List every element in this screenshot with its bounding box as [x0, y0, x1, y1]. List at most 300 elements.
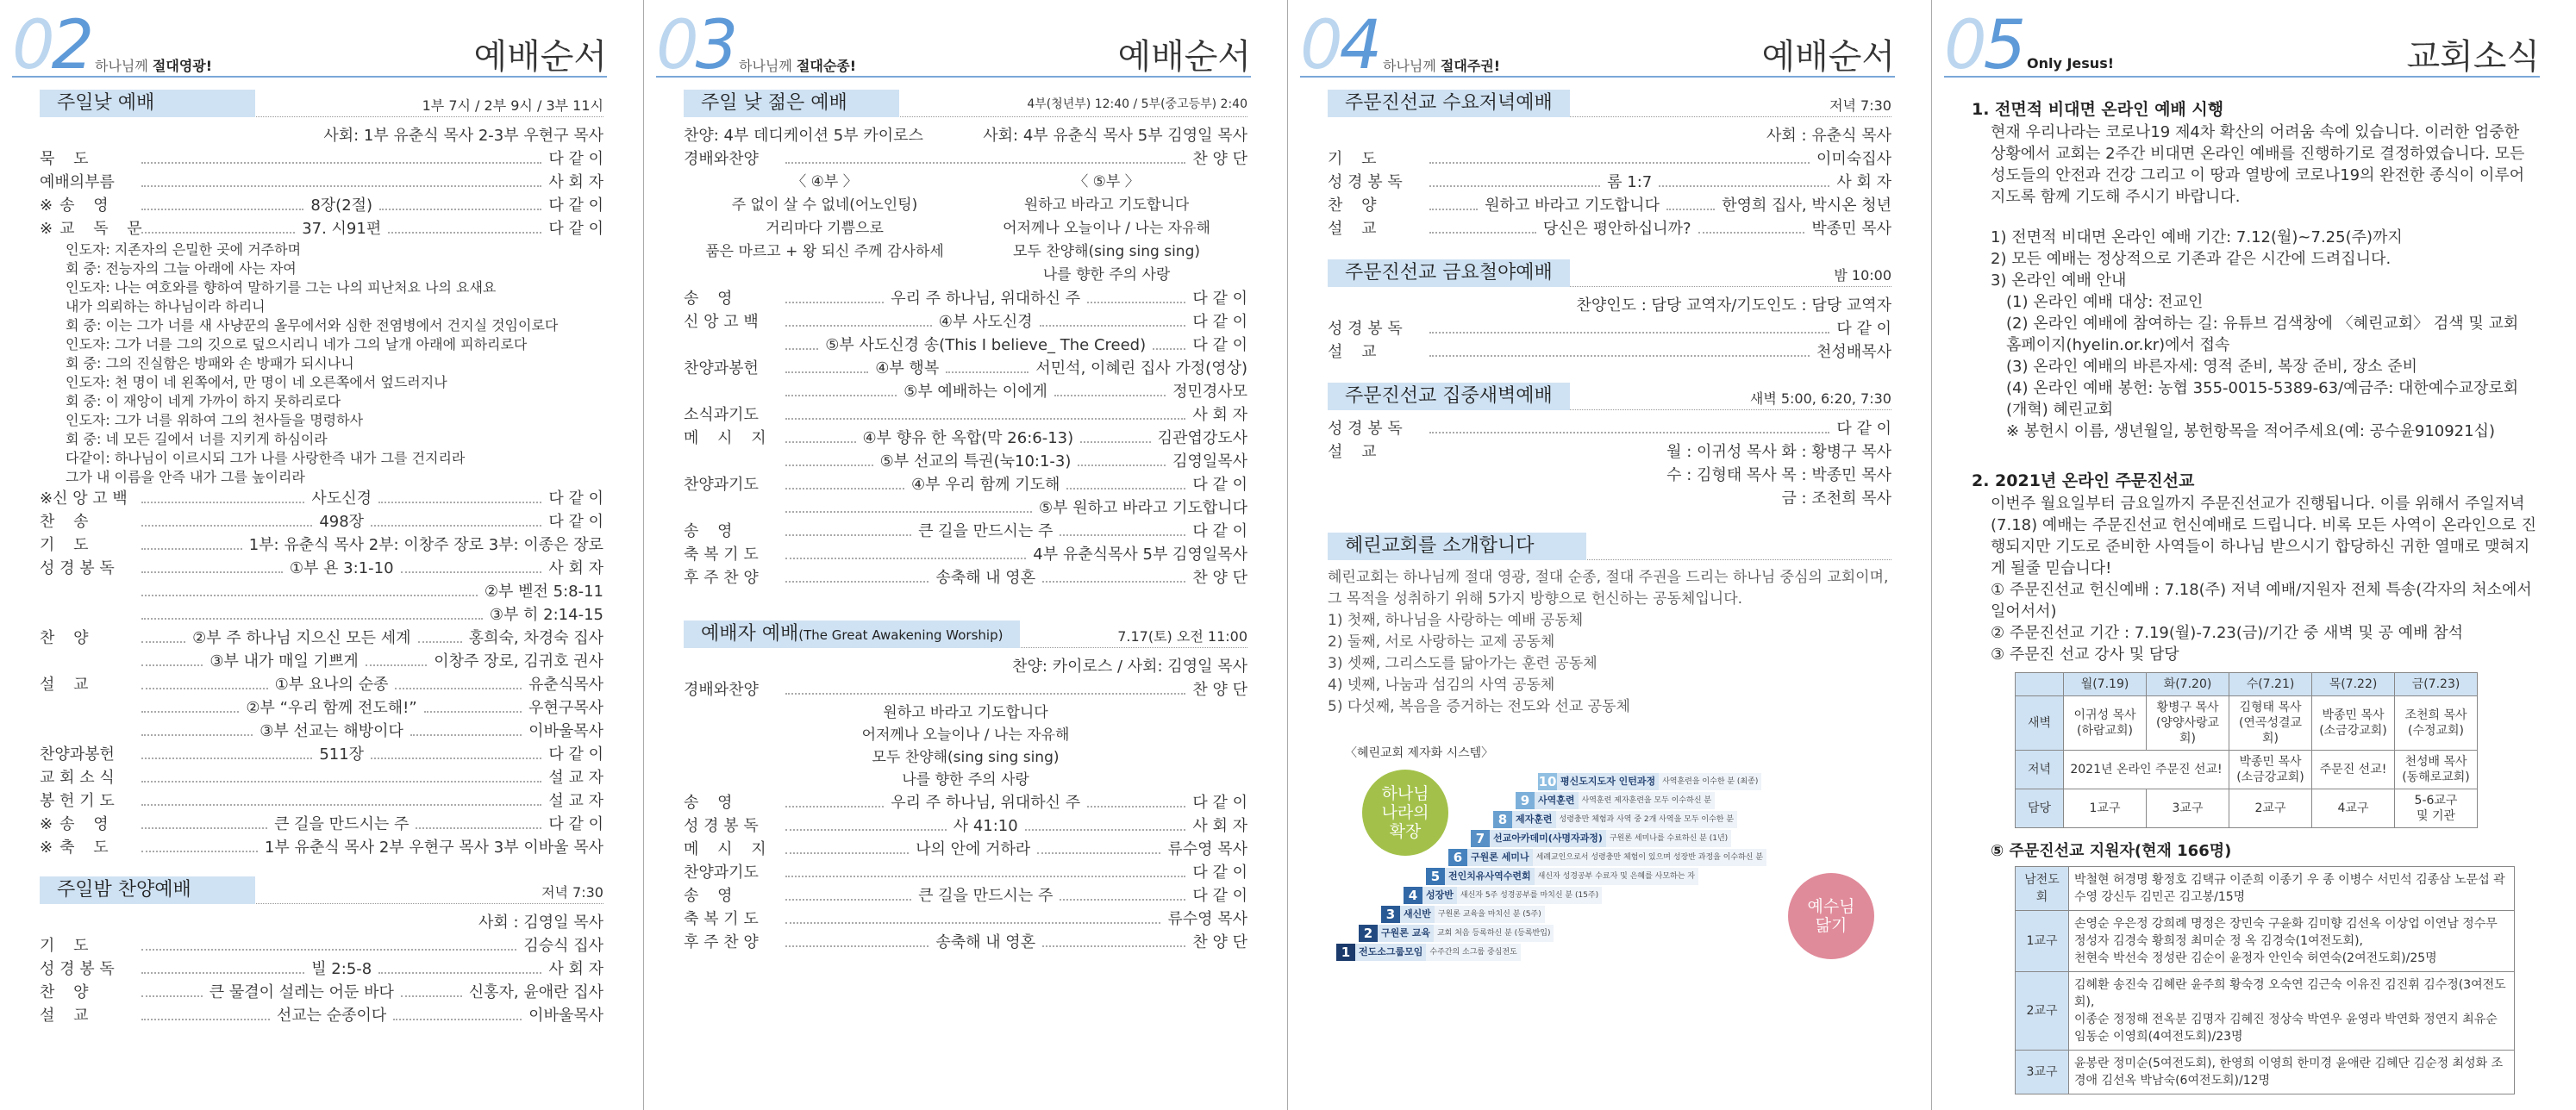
- order-person: 찬 양 단: [1192, 933, 1248, 951]
- order-item: 후 주 찬 양: [684, 933, 759, 951]
- news-items: [1972, 227, 2536, 291]
- table-cell: 2021년 온라인 주문진 선교!: [2064, 751, 2229, 789]
- table-cell: 저녁: [2016, 751, 2064, 789]
- list-item: 나를 향한 주의 사랑: [902, 771, 1029, 789]
- order-row: [40, 147, 603, 171]
- diagram-step: [1381, 906, 1545, 923]
- order-item: 축 복 기 도: [684, 910, 759, 928]
- section-awakening-worship: [684, 620, 1247, 954]
- list-item: 인도자: 천 명이 네 왼쪽에서, 만 명이 네 오른쪽에서 엎드러지나: [66, 374, 447, 390]
- order-row: [1328, 340, 1891, 364]
- order-item: 송 영: [684, 794, 740, 812]
- section-title: 주일밤 찬양예배: [40, 876, 255, 904]
- order-person: 찬 양 단: [1192, 150, 1247, 168]
- order-row: [40, 981, 603, 1004]
- order-row: [684, 310, 1247, 334]
- step-number: 1: [1336, 944, 1355, 961]
- order-row: [40, 510, 603, 533]
- order-item: 소식과기도: [684, 406, 759, 424]
- order-row: [684, 861, 1247, 884]
- order-content: 1부 유춘식 목사 2부 우현구 목사 3부 이바울 목사: [264, 839, 603, 857]
- leaders: 사회 : 김영일 목사: [478, 914, 603, 932]
- step-number: 8: [1493, 811, 1512, 828]
- leaders: 찬양: 카이로스 / 사회: 김영일 목사: [1012, 658, 1247, 676]
- order-row: [684, 907, 1247, 931]
- page-number: 02: [12, 7, 91, 84]
- step-title: 전인치유사역수련회: [1445, 868, 1535, 885]
- member-list: 손영순 우은정 강희례 명정은 장민숙 구윤화 김미향 김선옥 이상업 이연남 정수무 정성자 김경숙 황희정 최미순 정 옥 김경숙(1여전도회), 천현숙 박선숙 정성란 김순이 윤정자 안인숙 허연숙(2여전도회)/25명: [2069, 911, 2515, 972]
- list-item: 1) 전면적 비대면 온라인 예배 기간: 7.12(월)~7.25(주)까지: [1991, 228, 2403, 246]
- step-title: 사역훈련: [1535, 792, 1579, 809]
- order-content: ④부 우리 함께 기도해: [911, 476, 1060, 494]
- order-content: 498장: [319, 513, 365, 531]
- section-header: [684, 620, 1247, 648]
- order-content: 큰 길을 만드시는 주: [918, 887, 1054, 905]
- section-header: [1328, 90, 1891, 117]
- column-header: 금(7.23): [2395, 673, 2478, 696]
- page-05: [1932, 0, 2576, 1110]
- list-item: 모두 찬양해(sing sing sing): [1012, 243, 1201, 260]
- page-content: [684, 90, 1247, 1110]
- table-row: [2016, 696, 2478, 751]
- order-person: 사 회 자: [548, 559, 603, 577]
- order-content: 4부 유춘식목사 5부 김영일목사: [1033, 546, 1247, 564]
- page-number-digit: 4: [1339, 7, 1379, 84]
- step-number: 9: [1516, 792, 1535, 809]
- order-person: 다 같 이: [548, 196, 603, 215]
- section-header: [40, 876, 603, 904]
- diagram-circle-kingdom: 하나님 나라의 확장: [1362, 770, 1448, 856]
- intro-list: [1328, 610, 1891, 718]
- discipleship-diagram: [1328, 744, 1891, 959]
- order-item: 찬양과기도: [684, 476, 759, 494]
- section-title: 주일낮 예배: [40, 90, 255, 117]
- order-row: [40, 650, 603, 673]
- order-content: ②부 “우리 함께 전도해!”: [246, 699, 417, 717]
- page-title: 예배순서: [1117, 37, 1251, 77]
- order-person: 우현구목사: [528, 699, 604, 717]
- order-person: 다 같 이: [1192, 476, 1248, 494]
- motto-text: 절대순종!: [796, 58, 857, 74]
- list-item: 모두 찬양해(sing sing sing): [872, 749, 1060, 766]
- list-item: 나를 향한 주의 사랑: [1042, 266, 1171, 284]
- order-item: 성 경 봉 독: [684, 817, 759, 835]
- list-item: 인도자: 나는 여호와를 향하여 말하기를 그는 나의 피난처요 나의 요새요: [66, 279, 497, 296]
- section-sunday-night-worship: [40, 876, 603, 1027]
- motto-text: 절대영광!: [152, 58, 213, 74]
- order-content: 1부: 유춘식 목사 2부: 이창주 장로 3부: 이종은 장로: [248, 536, 603, 554]
- order-item: 성 경 봉 독: [40, 960, 115, 978]
- intro-text: 혜린교회는 하나님께 절대 영광, 절대 순종, 절대 주권을 드리는 하나님 중심의 교회이며, 그 목적을 성취하기 위해 5가지 방향으로 헌신하는 공동체입니다.: [1328, 569, 1889, 608]
- step-number: 7: [1471, 830, 1490, 847]
- step-title: 구원론 교육: [1378, 925, 1434, 942]
- volunteer-table: [2015, 866, 2515, 1094]
- order-rows: [1328, 417, 1891, 440]
- order-person: 사 회 자: [1192, 817, 1247, 835]
- motto-text: 절대주권!: [1440, 58, 1501, 74]
- section-time: 1부 7시 / 2부 9시 / 3부 11시: [422, 97, 603, 114]
- list-item: 어저께나 오늘이나 / 나는 자유해: [1003, 220, 1210, 237]
- order-item: 후 주 찬 양: [684, 569, 759, 587]
- list-item: 3) 온라인 예배 안내: [1991, 271, 2127, 290]
- list-item: 2) 둘째, 서로 사랑하는 교제 공동체: [1328, 633, 1555, 651]
- table-header-row: [2016, 673, 2478, 696]
- order-person: 다 같 이: [1192, 290, 1247, 308]
- page-number: 05: [1944, 7, 2023, 84]
- order-item: 성 경 봉 독: [1328, 320, 1403, 338]
- list-item: ③ 주문진 선교 강사 및 담당: [1991, 645, 2179, 664]
- page-content: [1972, 97, 2536, 1110]
- list-item: 회 중: 전능자의 그늘 아래에 사는 자여: [66, 260, 297, 277]
- order-person: 사 회 자: [548, 960, 604, 978]
- step-desc: 구원론 교육을 마치신 분 (5주): [1435, 906, 1545, 923]
- section-sunday-day-worship: [40, 90, 603, 859]
- order-person: 찬 양 단: [1192, 681, 1247, 699]
- motto-prefix: 하나님께: [739, 58, 797, 74]
- page-title: 예배순서: [1761, 37, 1895, 77]
- order-content: 나의 안에 거하라: [916, 840, 1031, 858]
- page-number-digit: 5: [1983, 7, 2023, 84]
- order-row: [1328, 147, 1891, 171]
- table-row: [2016, 789, 2478, 828]
- list-item: 4) 넷째, 나눔과 섬김의 사역 공동체: [1328, 677, 1555, 694]
- list-item: 회 중: 네 모든 길에서 너를 지키게 하심이라: [66, 431, 328, 447]
- order-person: 다 같 이: [548, 513, 604, 531]
- order-content: ⑤부 예배하는 이에게: [903, 383, 1047, 401]
- order-row: [684, 334, 1247, 357]
- order-item: 찬 양: [1328, 196, 1384, 215]
- order-row: [684, 791, 1247, 814]
- order-person: 김관엽강도사: [1157, 429, 1247, 447]
- song-column-head: 〈 ⑤부 〉: [1073, 173, 1140, 190]
- order-person: 천성배목사: [1816, 343, 1891, 361]
- order-item: 송 영: [684, 522, 740, 540]
- order-rows: [684, 287, 1247, 589]
- step-number: 6: [1448, 849, 1467, 866]
- order-content: ⑤부 원하고 바라고 기도합니다: [1039, 499, 1247, 517]
- page-number: 03: [656, 7, 735, 84]
- order-content: ④부 사도신경: [938, 313, 1033, 331]
- member-list: 박철현 허경명 황정호 김택규 이준희 이종기 우 종 이병수 서민석 김종삼 노문섭 곽수영 강신두 김민곤 김고봉/15명: [2069, 867, 2515, 911]
- table-row: [2016, 1051, 2515, 1094]
- order-person: 한영희 집사, 박시온 청년: [1722, 196, 1891, 215]
- list-item: 내가 의뢰하는 하나님이라 하리니: [66, 298, 266, 315]
- order-item: 경배와찬양: [684, 681, 759, 699]
- order-content: 우리 주 하나님, 위대하신 주: [891, 290, 1081, 308]
- page-04: [1288, 0, 1932, 1110]
- list-item: ② 주문진선교 기간 : 7.19(월)-7.23(금)/기간 중 새벽 및 공 예배 참석: [1991, 624, 2463, 642]
- diagram-step: [1448, 849, 1766, 866]
- order-row: [40, 533, 603, 557]
- list-item: 품은 마르고 + 왕 되신 주께 감사하세: [705, 243, 944, 260]
- table-row: [2016, 911, 2515, 972]
- page-header: [12, 7, 607, 84]
- section-young-worship: [684, 90, 1247, 589]
- table-cell: 박종민 목사 (소금강교회): [2229, 751, 2312, 789]
- order-row: [684, 520, 1247, 543]
- news-subitems: [1972, 291, 2536, 442]
- group-name: 남전도회: [2016, 867, 2069, 911]
- page-header: [1300, 7, 1895, 84]
- step-number: 2: [1359, 925, 1378, 942]
- page-number-digit: 2: [51, 7, 91, 84]
- diagram-step: [1336, 944, 1521, 961]
- order-row: [40, 743, 603, 766]
- order-row: [40, 194, 603, 217]
- list-item: 그가 내 이름을 안즉 내가 그를 높이리라: [66, 469, 305, 485]
- table-cell: 조천희 목사 (수정교회): [2395, 696, 2478, 751]
- order-person: 이바울목사: [528, 722, 604, 740]
- news-online-worship: [1972, 97, 2536, 442]
- table-row: [2016, 972, 2515, 1051]
- step-desc: 새신자 5주 성경공부를 마치신 분 (15주): [1457, 887, 1602, 904]
- table-cell: 박종민 목사 (소금강교회): [2312, 696, 2395, 751]
- page-02: [0, 0, 644, 1110]
- section-title: 주일 낮 젊은 예배: [684, 90, 899, 117]
- list-item: 1) 첫째, 하나님을 사랑하는 예배 공동체: [1328, 612, 1584, 629]
- order-item: 기 도: [40, 536, 96, 554]
- step-desc: 구원론 세미나를 수료하신 분 (1년): [1606, 830, 1731, 847]
- order-row: [40, 627, 603, 650]
- table-cell: 새벽: [2016, 696, 2064, 751]
- order-item: 교 회 소 식: [40, 769, 115, 787]
- list-item: 회 중: 그의 진실함은 방패와 손 방패가 되시나니: [66, 355, 354, 371]
- step-title: 평신도지도자 인턴과정: [1557, 773, 1659, 790]
- order-person: 서민석, 이혜린 집사 가정(영상): [1035, 359, 1247, 377]
- order-row: [40, 673, 603, 696]
- order-item: ※송 영: [40, 196, 116, 215]
- order-row: [684, 473, 1247, 496]
- order-item: 설 교: [1328, 220, 1384, 238]
- list-item: 금 : 조천희 목사: [1781, 490, 1891, 508]
- order-row: [684, 814, 1247, 838]
- order-person: 사 회 자: [548, 173, 603, 191]
- order-person: 다 같 이: [548, 150, 603, 168]
- order-content: ①부 요나의 순종: [274, 676, 389, 694]
- presiders: 사회: 4부 유춘식 목사 5부 김영일 목사: [983, 127, 1247, 145]
- order-person: 유춘식목사: [528, 676, 603, 694]
- order-person: 사 회 자: [1192, 406, 1247, 424]
- order-rows: [40, 147, 603, 240]
- song-column-5: [966, 171, 1247, 287]
- section-time: 저녁 7:30: [541, 884, 603, 901]
- order-rows: [40, 487, 603, 859]
- order-item: 설 교: [40, 1007, 96, 1025]
- step-title: 제자훈련: [1512, 811, 1556, 828]
- step-title: 전도소그룹모임: [1355, 944, 1426, 961]
- page-header: [656, 7, 1251, 84]
- order-item: 성 경 봉 독: [1328, 173, 1403, 191]
- page-header: [1944, 7, 2540, 84]
- list-item: 2) 모든 예배는 정상적으로 기존과 같은 시간에 드려집니다.: [1991, 250, 2392, 268]
- diagram-step: [1538, 773, 1761, 790]
- page-number-digit: 3: [695, 7, 735, 84]
- table-row: [2016, 751, 2478, 789]
- news-title: 1. 전면적 비대면 온라인 예배 시행: [1972, 100, 2224, 119]
- order-content: 원하고 바라고 기도합니다: [1485, 196, 1660, 215]
- order-row: [40, 603, 603, 627]
- order-person: 설 교 자: [548, 792, 603, 810]
- leaders: 찬양인도 : 담당 교역자/기도인도 : 담당 교역자: [1576, 296, 1891, 315]
- order-content: 사도신경: [311, 490, 372, 508]
- order-person: 다 같 이: [548, 490, 604, 508]
- table-cell: 이귀성 목사 (하람교회): [2064, 696, 2147, 751]
- order-person: 사 회 자: [1836, 173, 1892, 191]
- order-item: ※송 영: [40, 815, 116, 833]
- order-content: ③부 선교는 해방이다: [259, 722, 403, 740]
- order-item: 경배와찬양: [684, 150, 759, 168]
- diagram-title: 〈혜린교회 제자화 시스템〉: [1345, 746, 1494, 760]
- order-content: ④부 향유 한 옥합(막 26:6-13): [862, 429, 1074, 447]
- list-item: (4) 온라인 예배 봉헌: 농협 355-0015-5389-63/예금주: 대한예수교장로회(개혁) 혜린교회: [2006, 379, 2519, 419]
- order-row: [1328, 440, 1431, 464]
- step-desc: 수주간의 소그룹 중심전도: [1426, 944, 1520, 961]
- step-title: 구원론 세미나: [1467, 849, 1533, 866]
- order-row: [684, 678, 1247, 702]
- news-body: 현재 우리나라는 코로나19 제4차 확산의 어려움 속에 있습니다. 이러한 엄중한 상황에서 교회는 2주간 비대면 온라인 예배를 진행하기로 결정하였습니다. 모든 성도들의 안전과 건강 그리고 이 땅과 열방에 코로나19의 완전한 종식이 이루어지도록 함께 기도해 주시기 바랍니다.: [1991, 123, 2525, 206]
- section-title: [684, 620, 1020, 648]
- order-person: 다 같 이: [1192, 794, 1247, 812]
- list-item: 원하고 바라고 기도합니다: [883, 704, 1048, 721]
- order-item: 찬양과봉헌: [40, 745, 115, 764]
- section-title-sub: (The Great Awakening Worship): [798, 627, 1004, 643]
- section-title: 주문진선교 집중새벽예배: [1328, 383, 1570, 410]
- list-item: 5) 다섯째, 복음을 증거하는 전도와 선교 공동체: [1328, 698, 1630, 715]
- preacher-list: [1431, 440, 1891, 510]
- order-content: ③부 히 2:14-15: [489, 606, 603, 624]
- volunteer-title: ⑤ 주문진선교 지원자(현재 166명): [1991, 842, 2232, 860]
- order-item: 성 경 봉 독: [40, 559, 115, 577]
- order-row: [1328, 217, 1891, 240]
- responsive-reading: [40, 240, 603, 487]
- section-header: [40, 90, 603, 117]
- order-item: 찬양과봉헌: [684, 359, 759, 377]
- order-content: 선교는 순종이다: [276, 1007, 387, 1025]
- order-item: ※신 앙 고 백: [40, 490, 128, 508]
- motto-text: Only Jesus!: [2027, 55, 2115, 72]
- step-desc: 사역훈련 제자훈련을 모두 이수하신 분: [1579, 792, 1716, 809]
- step-desc: 사역훈련을 이수한 분 (최종): [1659, 773, 1761, 790]
- order-row: [684, 450, 1247, 473]
- motto-prefix: 하나님께: [1383, 58, 1441, 74]
- motto: [739, 55, 856, 75]
- section-time: 새벽 5:00, 6:20, 7:30: [1749, 390, 1891, 407]
- list-item: (2) 온라인 예배에 참여하는 길: 유튜브 검색창에 〈혜린교회〉 검색 및 교회 홈페이지(hyelin.or.kr)에서 접속: [2006, 315, 2519, 354]
- order-content: ④부 행복: [875, 359, 940, 377]
- order-item: 봉 헌 기 도: [40, 792, 115, 810]
- order-content: 우리 주 하나님, 위대하신 주: [891, 794, 1081, 812]
- section-time: 4부(청년부) 12:40 / 5부(중고등부) 2:40: [1027, 97, 1247, 111]
- list-item: 회 중: 이는 그가 너를 새 사냥꾼의 올무에서와 심한 전염병에서 건지실 것임이로다: [66, 317, 559, 334]
- order-person: 다 같 이: [548, 220, 604, 238]
- order-item: 설 교: [40, 676, 96, 694]
- section-title: 주문진선교 수요저녁예배: [1328, 90, 1570, 117]
- order-row: [684, 147, 1247, 171]
- order-row: [40, 957, 603, 981]
- table-cell: 천성배 목사 (동해로교회): [2395, 751, 2478, 789]
- list-item: (1) 온라인 예배 대상: 전교인: [2006, 293, 2204, 311]
- order-content: ⑤부 사도신경 송(This I believe_ The Creed): [825, 336, 1147, 354]
- order-content: 송축해 내 영혼: [935, 569, 1036, 587]
- column-header: 목(7.22): [2312, 673, 2395, 696]
- order-content: 롬 1:7: [1607, 173, 1653, 191]
- order-content: 큰 길을 만드시는 주: [274, 815, 410, 833]
- order-person: 찬 양 단: [1192, 569, 1248, 587]
- order-row: [40, 696, 603, 720]
- section-header: [1328, 259, 1891, 287]
- diagram-circle-jesus: 예수님 닮기: [1788, 873, 1874, 959]
- order-row: [40, 766, 603, 789]
- list-item: ① 주문진선교 헌신예배 : 7.18(주) 저녁 예배/지원자 전체 특송(각자의 처소에서 일어서서): [1991, 581, 2532, 620]
- order-row: [1328, 417, 1891, 440]
- column-header: 화(7.20): [2147, 673, 2229, 696]
- song-column-4: [684, 171, 966, 287]
- diagram-step: [1516, 792, 1715, 809]
- diagram-step: [1404, 887, 1602, 904]
- order-person: 김승식 집사: [523, 937, 603, 955]
- preacher-schedule: [1328, 440, 1891, 510]
- order-row: [684, 496, 1247, 520]
- song-column-head: 〈 ④부 〉: [791, 173, 858, 190]
- order-item: 묵 도: [40, 150, 96, 168]
- table-cell: 황병구 목사 (양양사랑교회): [2147, 696, 2229, 751]
- order-person: 이바울목사: [528, 1007, 604, 1025]
- order-row: [40, 934, 603, 957]
- page-title: 예배순서: [473, 37, 607, 77]
- table-cell: 4교구: [2312, 789, 2395, 828]
- step-number: 5: [1426, 868, 1445, 885]
- list-item: 인도자: 그가 너를 위하여 그의 천사들을 명령하사: [66, 412, 364, 428]
- page-03: [644, 0, 1288, 1110]
- order-row: [684, 838, 1247, 861]
- order-person: 설 교 자: [548, 769, 603, 787]
- section-dawn-worship: [1328, 383, 1891, 510]
- section-title-main: 예배자 예배: [701, 623, 799, 645]
- order-item: 찬 양: [40, 629, 96, 647]
- order-content: ②부 벧전 5:8-11: [484, 583, 603, 601]
- section-wednesday-worship: [1328, 90, 1891, 240]
- order-content: ①부 욘 3:1-10: [289, 559, 394, 577]
- motto: [1383, 55, 1500, 75]
- order-item: 설 교: [1328, 443, 1384, 461]
- list-item: ※ 봉헌시 이름, 생년월일, 봉헌항목을 적어주세요(예: 공수윤910921십): [2006, 422, 2495, 440]
- table-cell: 주문진 선교!: [2312, 751, 2395, 789]
- step-title: 선교아카데미(사명자과정): [1490, 830, 1606, 847]
- order-person: 신홍자, 윤애란 집사: [468, 983, 603, 1001]
- section-time: 7.17(토) 오전 11:00: [1117, 628, 1247, 645]
- order-row: [40, 1004, 603, 1027]
- order-row: [684, 931, 1247, 954]
- order-rows: [1328, 317, 1891, 364]
- step-desc: 성령충만 체험과 사역 중 2개 사역을 모두 이수한 분: [1556, 811, 1738, 828]
- song-list: [684, 702, 1247, 791]
- order-content: ③부 내가 매일 기쁘게: [209, 652, 359, 670]
- step-desc: 세례교인으로서 성령충만 체험이 있으며 성장반 과정을 이수하신 분: [1533, 849, 1766, 866]
- list-item: 인도자: 그가 너를 그의 깃으로 덮으시리니 네가 그의 날개 아래에 피하리로다: [66, 336, 528, 352]
- list-item: 어저께나 오늘이나 / 나는 자유해: [861, 726, 1070, 744]
- list-item: 회 중: 이 재앙이 네게 가까이 하지 못하리로다: [66, 393, 341, 409]
- order-item: 송 영: [684, 887, 740, 905]
- praise-team: 찬양: 4부 데디케이션 5부 카이로스: [684, 127, 923, 145]
- order-rows: [40, 934, 603, 1027]
- list-item: 원하고 바라고 기도합니다: [1023, 196, 1190, 214]
- order-row: [684, 357, 1247, 380]
- order-row: [40, 487, 603, 510]
- song-list: [684, 194, 966, 264]
- order-item: 기 도: [40, 937, 96, 955]
- order-row: [40, 720, 603, 743]
- list-item: 인도자: 지존자의 은밀한 곳에 거주하며: [66, 241, 302, 258]
